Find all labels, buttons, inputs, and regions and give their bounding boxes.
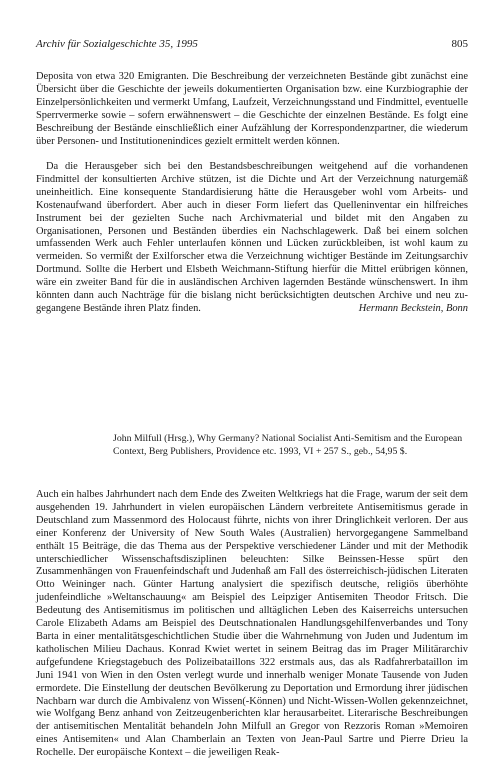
author-signature: Hermann Beckstein, Bonn: [358, 302, 468, 314]
body-paragraph-1: [36, 71, 468, 148]
journal-title: Archiv für Sozialgeschichte 35, 1995: [36, 38, 198, 50]
page-number: 805: [451, 38, 468, 50]
review-bibliographic-header: John Milfull (Hrsg.), Why Germany? National Socialist Anti-Semitism and the European Context, Berg Publishers, Providence etc. 1993, VI + 257 S., geb., 54,95 $.: [113, 433, 463, 457]
running-header: [36, 37, 468, 51]
body-paragraph-2: [36, 161, 468, 316]
paragraph-text: Da die Herausgeber sich bei den Bestandsbeschreibungen weitgehend auf die vorhandenen Findmittel der konsultierten Archive stützen, ist die Dichte und Art der Verzeichnung naturgemäß uneinheitlich. Eine konsequente Standardisierung hätte die Herausgeber wohl vom Arbeits- und Kostenaufwand überfordert. Aber auch in dieser Form liefert das Quelleninventar ein hilfreiches Instrument bei der gezielten Suche nach Archivmaterial und bildet mit den Angaben zu Organisationen, Personen und Beständen überdies ein Nachschlagewerk. Daß bei einem solchen umfassenden Werk auch Fehler unterlaufen können und Lücken zurückbleiben, ist wohl kaum zu vermeiden. So vermißt der Exilforscher etwa die Verzeichnung wichtiger Bestände im Zeitungsarchiv Dortmund. Sollte die Herbert und Elsbeth Weichmann-Stiftung hierfür die Mittel erübrigen können, wäre ein zweiter Band für die in ausländischen Archiven lagernden Bestände wünschenswert. In ihm könnten dann auch Nachträge für die bislang nicht berücksichtigten deutschen Archive und neu zugegangene Bestände ihren Platz finden.: [36, 161, 468, 314]
paragraph-text: Deposita von etwa 320 Emigranten. Die Beschreibung der verzeichneten Bestände gibt zunächst eine Übersicht über die Geschichte der jeweils dokumentierten Organisation bzw. eine Kurzbiographie der Einzelpersönlichkeiten und vermerkt Umfang, Laufzeit, Verzeichnungsstand und Findmittel, eventuelle Sperrvermerke sowie – sofern erwähnenswert – die Geschichte der einzelnen Bestände. Es folgt eine Beschreibung der Bestände einschließlich einer Aufzählung der Korrespondenzpartner, die wiederum über Personen- und Institutionenindices gezielt ermittelt werden können.: [36, 71, 468, 147]
review-body-paragraph: Auch ein halbes Jahrhundert nach dem Ende des Zweiten Weltkriegs hat die Frage, warum der seit dem ausgehenden 19. Jahrhundert in vielen europäischen Ländern verbreitete Antisemitismus gerade in Deutschland zum Massenmord des Holocaust führte, nichts von ihrer Dringlichkeit verloren. Der aus einer Konferenz der University of New South Wales (Australien) hervorgegangene Sammelband enthält 15 Beiträge, die das Thema aus der Perspektive verschiedener Länder und mit der Methodik unterschiedlicher Wissenschaftsdisziplinen beleuchten: Silke Beinssen-Hesse spürt den Zusammenhängen von Frauenfeindschaft und Judenhaß am Fall des österreichisch-jüdischen Literaten Otto Weininger nach. Günter Hartung analysiert die spezifisch deutsche, religiös überhöhte judenfeindliche »Weltanschauung« am Beispiel des Leipziger Antisemiten Theodor Fritsch. Die Bedeutung des Antisemitismus im politischen und alltäglichen Leben des Kaiserreichs untersuchen Carole Elizabeth Adams am Beispiel des Deutschnationalen Handlungsgehilfenverbandes und Tony Barta in einer mentalitätsgeschichtlichen Studie über die Wahrnehmung von Juden und Judentum im katholischen Milieu Dachaus. Konrad Kwiet wertet in seinem Beitrag das im Prager Militärarchiv aufgefundene Kriegstagebuch des Polizeibataillons 322 erstmals aus, das als Radfahrerbataillon im Juni 1941 von Wien in den Osten verlegt wurde und innerhalb weniger Monate Tausende von Juden ermordete. Die Einstellung der deutschen Bevölkerung zu Deportation und Ermordung ihrer jüdischen Nachbarn war durch die Ambivalenz von Wissen(-Können) und Nicht-Wissen-Wollen gekennzeichnet, wie Wolfgang Benz anhand von Zeitzeugenberichten klar herausarbeitet. Literarische Beschreibungen der antisemitischen Mentalität behandeln John Milfull an Gregor von Rezzoris Roman »Memoiren eines Antisemiten« und Alan Chamberlain an Texten von Jean-Paul Sartre und Pierre Drieu la Rochelle. Der europäische Kontext – die jeweiligen Reak-: [36, 489, 468, 759]
